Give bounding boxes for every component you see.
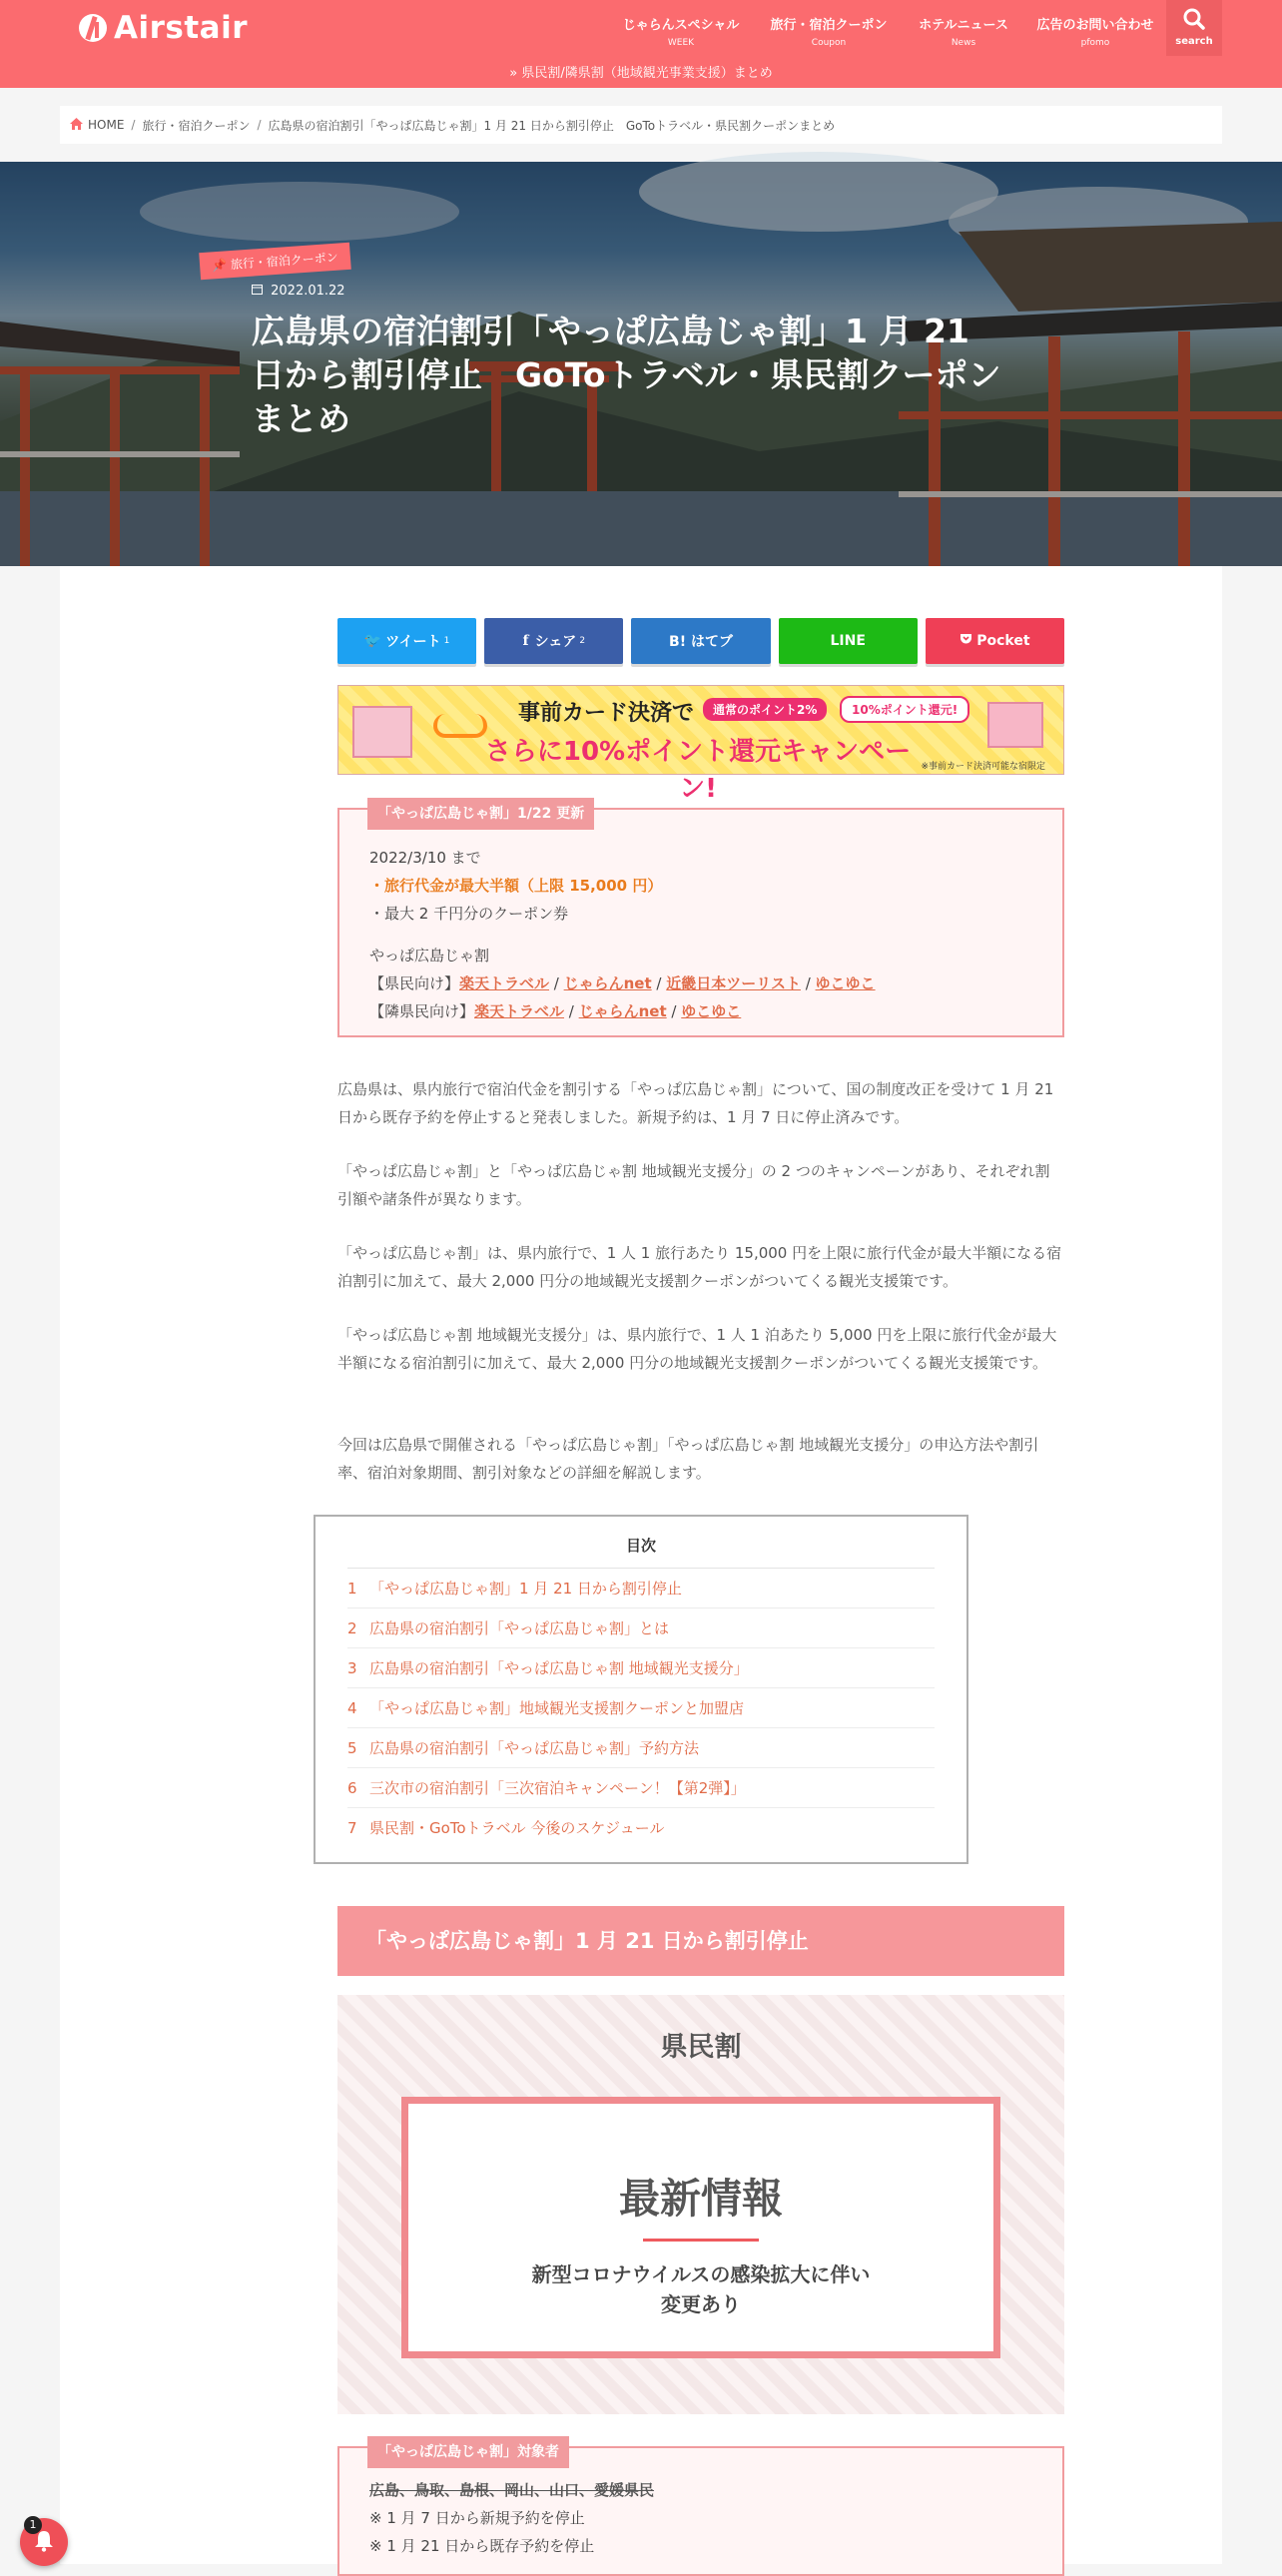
toc-num: 7 (347, 1819, 357, 1837)
toc-num: 4 (347, 1699, 357, 1717)
pocket-button[interactable] (926, 618, 1064, 664)
link-separator: / (564, 1002, 579, 1020)
twitter-icon: 🐦 (363, 633, 382, 649)
article-hero (0, 162, 1282, 566)
tweet-button[interactable] (337, 618, 476, 664)
promo-heading: 最新情報 (619, 2175, 783, 2223)
latest-info-box (401, 2097, 1000, 2358)
notice-pref-links (369, 969, 1032, 997)
breadcrumb-current: 広島県の宿泊割引「やっぱ広島じゃ割」1 月 21 日から割引停止 GoToトラベル・県民割クーポンまとめ (268, 118, 836, 133)
breadcrumb-home[interactable]: HOME (88, 118, 125, 132)
pocket-icon (960, 633, 972, 649)
tweet-count: 1 (443, 636, 450, 646)
eligible-regions: 広島、鳥取、島根、岡山、山口、愛媛県民 (369, 2481, 655, 2499)
promo-subtext-1: 新型コロナウイルスの感染拡大に伴い (531, 2262, 871, 2286)
shop-illustration (987, 702, 1043, 748)
campaign-banner[interactable] (337, 685, 1064, 804)
promo-divider (643, 2239, 759, 2242)
toc-title: 目次 (347, 1535, 935, 1569)
knt-link[interactable]: 近畿日本ツーリスト (666, 974, 801, 992)
toc-num: 5 (347, 1739, 357, 1757)
toc-label: 広島県の宿泊割引「やっぱ広島じゃ割」とは (369, 1619, 670, 1637)
hatena-bookmark-button[interactable] (631, 618, 770, 664)
nav-sublabel: WEEK (667, 38, 695, 48)
notice-name: やっぱ広島じゃ割 (369, 947, 490, 965)
hatena-label: B! はてブ (669, 634, 733, 650)
toc-num: 2 (347, 1619, 357, 1637)
toc-item[interactable] (347, 1688, 935, 1728)
post-date-text: 2022.01.22 (271, 284, 345, 299)
banner-line1: 事前カード決済で (518, 701, 695, 726)
site-header (0, 0, 1282, 88)
toc-label: 「やっぱ広島じゃ割」1 月 21 日から割引停止 (369, 1580, 682, 1598)
notice-until: 2022/3/10 まで (369, 849, 481, 867)
toc-num: 6 (347, 1779, 357, 1797)
search-icon (1166, 0, 1222, 34)
notice-point-1: ・旅行代金が最大半額（上限 15,000 円） (369, 877, 663, 895)
update-notice-box (337, 808, 1064, 1037)
banner-pill-bonus: 10%ポイント還元! (840, 696, 969, 723)
pin-icon: 📌 (211, 258, 228, 274)
article-title: 広島県の宿泊割引「やっぱ広島じゃ割」1 月 21 日から割引停止 GoToトラベル・県民割クーポンまとめ (252, 312, 1001, 438)
nav-item-ad-contact[interactable] (1024, 0, 1166, 56)
toc-label: 広島県の宿泊割引「やっぱ広島じゃ割」予約方法 (369, 1739, 700, 1757)
eligibility-note-1: ※ 1 月 7 日から新規予約を停止 (369, 2509, 585, 2527)
nav-sublabel: pfomo (1080, 38, 1110, 48)
rakuten-travel-link[interactable]: 楽天トラベル (474, 1002, 565, 1020)
line-share-button[interactable] (779, 618, 918, 664)
toc-item[interactable] (347, 1808, 935, 1848)
logo-text: Airstair (114, 10, 249, 46)
banner-pill-normal: 通常のポイント2% (703, 698, 827, 721)
line-label: LINE (830, 633, 866, 649)
nav-label: 広告のお問い合わせ (1036, 18, 1154, 33)
logo-icon (78, 10, 108, 46)
link-separator: / (800, 974, 816, 992)
notification-count: 1 (24, 2516, 42, 2534)
article-content (60, 566, 1222, 2564)
link-separator: / (651, 974, 667, 992)
share-buttons (337, 618, 1064, 664)
nav-label: じゃらんスペシャル (622, 18, 740, 33)
bell-icon (34, 2530, 54, 2556)
promo-title: 県民割 (660, 2032, 742, 2063)
jalan-link[interactable]: じゃらんnet (578, 1002, 667, 1020)
breadcrumb-separator: / (257, 118, 262, 132)
breadcrumb-separator: / (131, 118, 136, 132)
global-nav (607, 0, 1166, 56)
facebook-label: シェア (534, 634, 577, 650)
toc-label: 三次市の宿泊割引「三次宿泊キャンペーン！【第2弾】」 (369, 1779, 746, 1797)
breadcrumb (60, 106, 1222, 144)
prefecture-discount-promo (337, 1995, 1064, 2414)
toc-label: 県民割・GoToトラベル 今後のスケジュール (369, 1819, 665, 1837)
search-label: search (1175, 36, 1213, 47)
nav-label: ホテルニュース (919, 18, 1008, 33)
body-paragraph-3: 「やっぱ広島じゃ割」は、県内旅行で、1 人 1 旅行あたり 15,000 円を上限に旅行代金が最大半額になる宿泊割引に加えて、最大 2,000 円分の地域観光支援割クーポンがついてくる観光支援策です。 (337, 1244, 1062, 1290)
nav-label: 旅行・宿泊クーポン (770, 18, 888, 33)
toc-item[interactable] (347, 1768, 935, 1808)
body-paragraph-5: 今回は広島県で開催される「やっぱ広島じゃ割」「やっぱ広島じゃ割 地域観光支援分」の申込方法や割引率、宿泊対象期間、割引対象などの詳細を解説します。 (337, 1436, 1039, 1482)
pocket-label: Pocket (976, 633, 1030, 649)
yukoyuko-link[interactable]: ゆこゆこ (681, 1002, 742, 1020)
banner-line2: さらに10%ポイント還元キャンペーン! (484, 737, 912, 804)
eligibility-box (337, 2446, 1064, 2576)
link-separator: / (666, 1002, 682, 1020)
neighbor-label: 【隣県民向け】 (369, 1002, 475, 1020)
nav-item-coupon[interactable] (755, 0, 903, 56)
shop-illustration (352, 706, 412, 758)
body-paragraph-2: 「やっぱ広島じゃ割」と「やっぱ広島じゃ割 地域観光支援分」の 2 つのキャンペーンがあり、それぞれ割引額や諸条件が異なります。 (337, 1162, 1050, 1208)
toc-item[interactable] (347, 1728, 935, 1768)
notice-point-2: ・最大 2 千円分のクーポン券 (369, 905, 569, 923)
promo-subtext-2: 変更あり (661, 2292, 741, 2316)
body-paragraph-4: 「やっぱ広島じゃ割 地域観光支援分」は、県内旅行で、1 人 1 泊あたり 5,000 円を上限に旅行代金が最大半額になる宿泊割引に加えて、最大 2,000 円分の地域観光支援割クーポンがついてくる観光支援策です。 (337, 1326, 1057, 1372)
notice-neighbor-links (369, 997, 1032, 1025)
nav-sublabel: Coupon (811, 38, 847, 48)
eligibility-note-2: ※ 1 月 21 日から既存予約を停止 (369, 2537, 595, 2555)
toc-label: 広島県の宿泊割引「やっぱ広島じゃ割 地域観光支援分」 (369, 1659, 749, 1677)
facebook-share-button[interactable] (484, 618, 623, 664)
facebook-icon: f (522, 633, 529, 649)
yukoyuko-link[interactable]: ゆこゆこ (815, 974, 876, 992)
category-badge-label: 旅行・宿泊クーポン (230, 250, 339, 273)
search-button[interactable] (1166, 0, 1222, 56)
pref-label: 【県民向け】 (369, 974, 460, 992)
body-paragraph-1: 広島県は、県内旅行で宿泊代金を割引する「やっぱ広島じゃ割」について、国の制度改正を受けて 1 月 21 日から既存予約を停止すると発表しました。新規予約は、1 月 7 日に停止済みです。 (337, 1080, 1054, 1126)
regional-discount-link[interactable]: » 県民割/隣県割（地域観光事業支援）まとめ (509, 66, 773, 81)
toc-num: 3 (347, 1659, 357, 1677)
rakuten-travel-link[interactable]: 楽天トラベル (459, 974, 550, 992)
toc-item[interactable] (347, 1648, 935, 1688)
toc-label: 「やっぱ広島じゃ割」地域観光支援割クーポンと加盟店 (369, 1699, 745, 1717)
banner-note: ※事前カード決済可能な宿限定 (921, 762, 1045, 772)
nav-item-jalan-special[interactable] (607, 0, 755, 56)
facebook-count: 2 (579, 636, 586, 646)
eligibility-label: 「やっぱ広島じゃ割」対象者 (367, 2436, 569, 2468)
site-logo[interactable] (78, 10, 248, 46)
jalan-link[interactable]: じゃらんnet (563, 974, 652, 992)
toc-item[interactable] (347, 1569, 935, 1609)
link-separator: / (549, 974, 564, 992)
table-of-contents (314, 1515, 968, 1864)
notice-label: 「やっぱ広島じゃ割」1/22 更新 (367, 798, 594, 830)
nav-item-hotel-news[interactable] (903, 0, 1024, 56)
home-icon (70, 118, 83, 133)
section-heading: 「やっぱ広島じゃ割」1 月 21 日から割引停止 (337, 1906, 1064, 1976)
post-date (252, 284, 345, 299)
calendar-icon (252, 284, 267, 299)
toc-item[interactable] (347, 1609, 935, 1648)
tweet-label: ツイート (385, 634, 441, 650)
breadcrumb-category[interactable]: 旅行・宿泊クーポン (142, 118, 251, 133)
notification-bell-button[interactable] (20, 2518, 68, 2566)
toc-num: 1 (347, 1580, 357, 1598)
nav-sublabel: News (951, 38, 976, 48)
